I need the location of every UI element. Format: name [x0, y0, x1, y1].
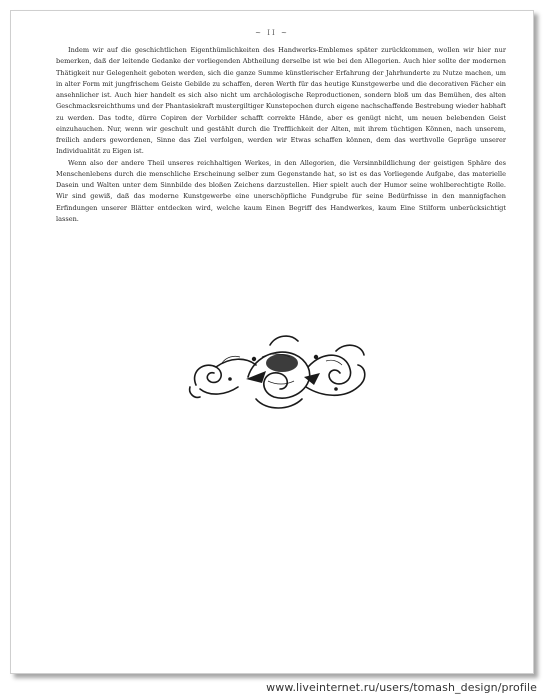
paragraph-1: Indem wir auf die geschichtlichen Eigenthümlichkeiten des Handwerks-Emblemes später zurückkommen, wollen wir hier nur bemerken, daß der leitende Gedanke der vorliegenden Abtheilung derselbe ist wie bei den Allegorien. Auch hier sollte der modernen Thätigkeit nur Gelegenheit geboten werden, sich die ganze Summe künstlerischer Erfahrung der Jahrhunderte zu Nutze machen, um in alter Form mit jungfrischem Geiste Gebilde zu schaffen, deren Werth für das heutige Kunstgewerbe und die decorativen Fächer ein ansehnlicher ist. Auch hier handelt es sich also nicht um archäologische Reproductionen, sondern bloß um das Bemühen, des alten Geschmacksreichthums und der Phantasiekraft mustergiltiger Kunstepochen durch eigene nachschaffende Bestrebung wieder habhaft zu werden. Das todte, dürre Copiren der Vorbilder schafft correkte Hände, aber es genügt nicht, um neuen belebenden Geist einzuhauchen. Nur, wenn wir geschult und gestählt durch die Trefflichkeit der Alten, mit ihrem tüchtigen Können, nach unserem, freilich anders gewordenen, Sinne das Ziel verfolgen, werden wir Etwas schaffen können, dem das werthvolle Gepräge unserer Individualität zu Eigen ist.: [56, 46, 506, 156]
page-number: ~ II ~: [255, 29, 289, 37]
scroll-ornament-icon: [186, 327, 372, 417]
watermark-url: www.liveinternet.ru/users/tomash_design/profile: [266, 681, 537, 694]
document-page: [10, 10, 534, 674]
body-text: [56, 45, 506, 225]
paragraph-2: Wenn also der andere Theil unseres reichhaltigen Werkes, in den Allegorien, die Versinnbildlichung der geistigen Sphäre des Menschenlebens durch die menschliche Erscheinung selber zum Gegenstande hat, so ist es das Vorliegende Aufgabe, das materielle Dasein und Walten unter dem Sinnbilde des bloßen Zeichens darzustellen. Hier spielt auch der Humor seine wohlberechtigte Rolle. Wir sind gewiß, daß das moderne Kunstgewerbe eine unerschöpfliche Fundgrube für seine Bedürfnisse in den mannigfachen Erfindungen unserer Blätter entdecken wird, welche kaum Einen Begriff des Handwerkes, kaum Eine Stilform unberücksichtigt lassen.: [56, 158, 506, 223]
